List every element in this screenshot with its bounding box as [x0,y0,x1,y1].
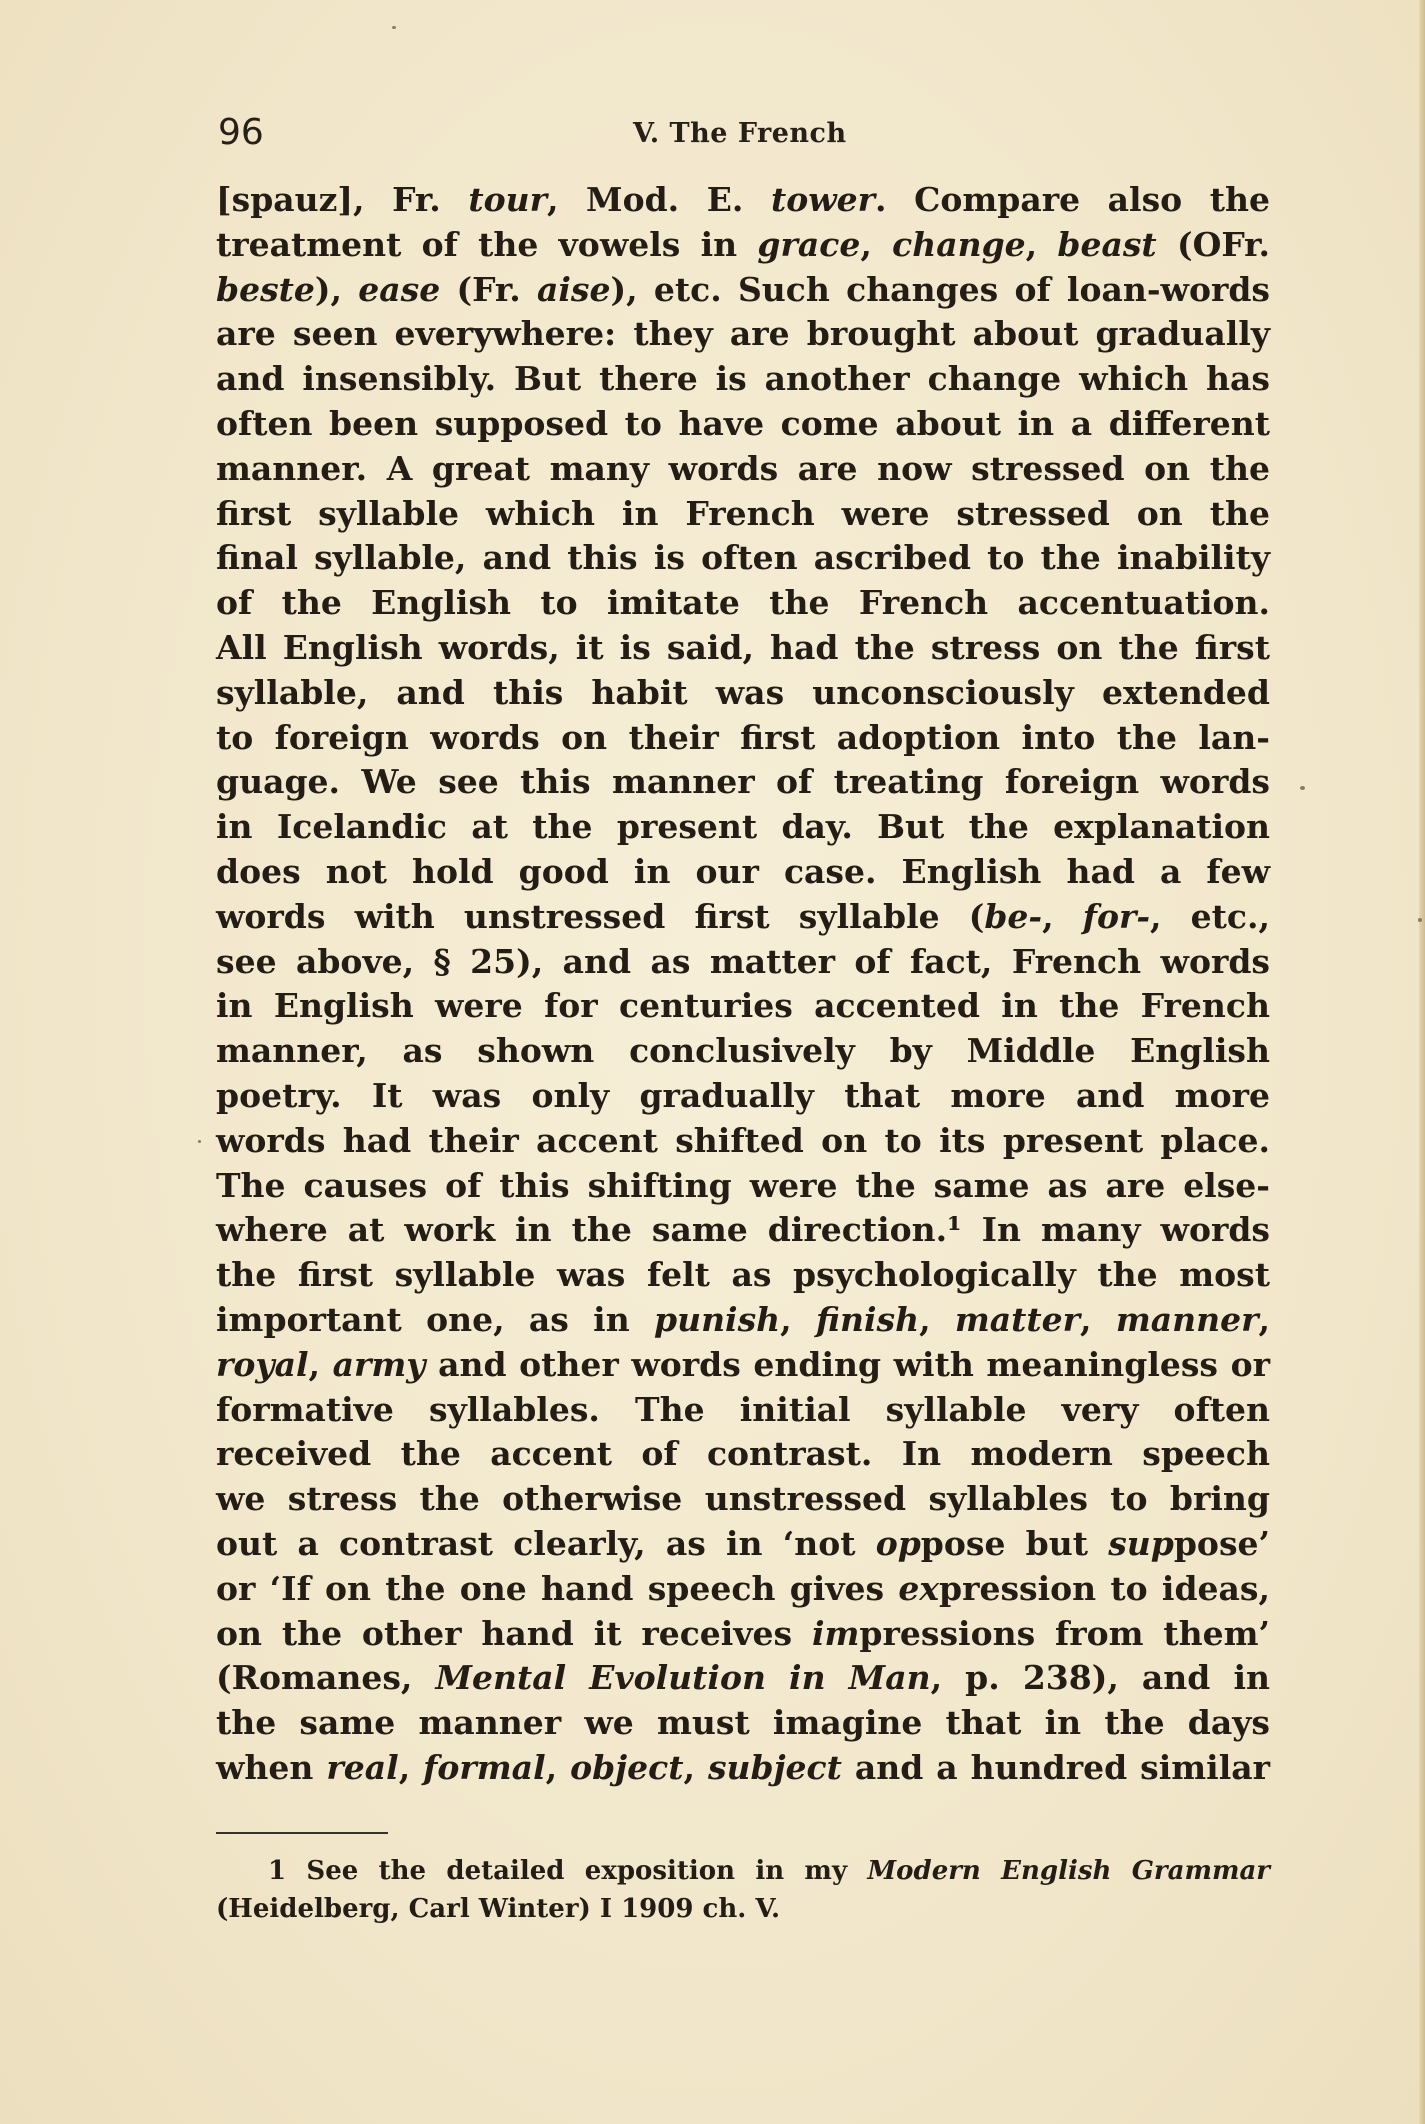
text-run: ), etc. Such changes of loan-words [610,269,1270,309]
italic-text: royal [216,1344,309,1384]
text-run: words had their accent shifted on to its present place. [216,1120,1270,1160]
text-run: in Icelandic at the present day. But the explanation [216,807,1270,847]
text-run: , etc., [1150,896,1270,936]
text-run: , [1025,224,1058,264]
page-number: 96 [218,112,264,153]
italic-text: grace [757,224,861,264]
text-line [216,1164,1270,1209]
text-line [216,1477,1270,1522]
text-run: in English were for centuries accented in the French [216,986,1270,1026]
footnote-rule [216,1832,388,1834]
text-run: , [1042,896,1083,936]
text-line [216,581,1270,626]
text-line [216,223,1270,268]
text-run: and insensibly. But there is another change which has [216,359,1270,399]
text-line [216,626,1270,671]
italic-text: Mental Evolution in Man [435,1658,931,1698]
italic-text: matter [954,1299,1081,1339]
italic-text: manner [1115,1299,1259,1339]
text-run: first syllable which in French were stressed on the [216,493,1270,533]
italic-text: tower [770,180,875,219]
footnote [216,1852,1270,1928]
italic-text: im [811,1613,860,1653]
text-run: , p. 238), and in [930,1658,1270,1698]
text-run: , [683,1747,708,1787]
text-run: 1 See the detailed exposition in my [268,1856,868,1886]
text-run: pression to ideas, [939,1568,1270,1608]
text-line [216,760,1270,805]
text-run: (OFr. [1156,224,1271,264]
italic-text: be- [984,896,1043,936]
text-run: on the other hand it receives [216,1613,812,1653]
italic-text: change [892,224,1026,264]
italic-text: object [570,1747,684,1787]
text-run: of the English to imitate the French accentuation. [216,583,1270,623]
text-run: and a hundred similar [841,1747,1271,1787]
text-run: . Compare also the [875,180,1270,219]
text-line [216,671,1270,716]
text-run: guage. We see this manner of treating foreign words [216,762,1270,802]
text-run: , Mod. E. [546,180,771,219]
text-line [216,492,1270,537]
text-run: pose’ [1173,1523,1271,1563]
text-run: where at work in the same direction.¹ In many words [216,1210,1270,1250]
italic-text: tour [468,180,547,219]
text-line [216,1343,1270,1388]
text-line [216,1119,1270,1164]
text-line [216,1208,1270,1253]
text-line [216,716,1270,761]
text-line [216,1567,1270,1612]
text-run: , [308,1344,333,1384]
text-line [216,1746,1270,1791]
text-run: to foreign words on their first adoption into the lan- [216,717,1270,757]
italic-text: for- [1082,896,1151,936]
italic-text: aise [537,269,611,309]
text-run: formative syllables. The initial syllable very often [216,1389,1270,1429]
italic-text: real [326,1747,399,1787]
italic-text: subject [707,1747,842,1787]
italic-text: finish [815,1299,920,1339]
text-line [216,1656,1270,1701]
body-text [216,178,1270,1791]
text-line [216,1432,1270,1477]
text-line [216,1701,1270,1746]
italic-text: army [332,1344,426,1384]
text-run: ), [314,269,359,309]
paper-speck [1300,786,1305,790]
text-run: words with unstressed first syllable ( [216,896,985,936]
italic-text: beste [216,269,315,309]
text-line [216,447,1270,492]
text-line [216,1388,1270,1433]
text-run: the first syllable was felt as psychologically the most [216,1255,1270,1295]
text-line [216,1074,1270,1119]
text-run: syllable, and this habit was unconsciously extended [216,672,1270,712]
text-line [216,1253,1270,1298]
text-run: (Romanes, [216,1658,436,1698]
text-run: manner, as shown conclusively by Middle English [216,1031,1270,1071]
text-line [216,1298,1270,1343]
text-run: , [780,1299,816,1339]
italic-text: formal [423,1747,546,1787]
text-run: [spauz], Fr. [216,180,469,219]
text-run: All English words, it is said, had the stress on the first [216,627,1270,667]
text-line [216,536,1270,581]
text-run: or ‘If on the one hand speech gives [216,1568,899,1608]
paper-speck [392,26,396,29]
text-line [216,402,1270,447]
footnote-line [216,1890,1270,1928]
running-head: V. The French [633,118,847,149]
text-run: received the accent of contrast. In modern speech [216,1434,1270,1474]
text-line [216,984,1270,1029]
text-run: are seen everywhere: they are brought about gradually [216,314,1270,354]
text-line [216,1029,1270,1074]
text-run: (Heidelberg, Carl Winter) I 1909 ch. V. [216,1894,781,1924]
italic-text: ease [358,269,441,309]
page-edge [1419,0,1425,2124]
text-run: , [860,224,893,264]
italic-text: op [875,1523,921,1563]
paper-speck [198,1140,201,1143]
text-line [216,805,1270,850]
italic-text: sup [1108,1523,1174,1563]
italic-text: punish [654,1299,781,1339]
page-header [216,112,1270,160]
text-run: manner. A great many words are now stressed on the [216,448,1270,488]
text-run: does not hold good in our case. English had a few [216,851,1270,891]
text-run: see above, § 25), and as matter of fact, French words [216,941,1270,981]
italic-text: beast [1057,224,1157,264]
text-run: , [545,1747,571,1787]
text-line [216,850,1270,895]
text-run: , [919,1299,955,1339]
text-run: final syllable, and this is often ascribed to the inability [216,538,1270,578]
text-line [216,178,1270,223]
text-run: , [398,1747,424,1787]
text-run: poetry. It was only gradually that more and more [216,1075,1270,1115]
text-line [216,312,1270,357]
text-line [216,1522,1270,1567]
italic-text: ex [898,1568,940,1608]
text-run: important one, as in [216,1299,654,1339]
italic-text: Modern English Grammar [867,1856,1271,1886]
text-run: when [216,1747,327,1787]
text-run: The causes of this shifting were the same as are else- [216,1165,1270,1205]
text-line [216,940,1270,985]
text-line [216,357,1270,402]
text-line [216,268,1270,313]
text-run: often been supposed to have come about in a different [216,403,1270,443]
text-run: , [1258,1299,1270,1339]
paper-speck [1418,918,1422,922]
text-run: and other words ending with meaningless or [425,1344,1270,1384]
text-run: out a contrast clearly, as in ‘not [216,1523,876,1563]
text-run: (Fr. [440,269,538,309]
text-run: treatment of the vowels in [216,224,758,264]
text-run: pose but [920,1523,1109,1563]
text-run: , [1080,1299,1116,1339]
footnote-line [216,1852,1270,1890]
text-line [216,895,1270,940]
text-run: pressions from them’ [859,1613,1271,1653]
text-run: we stress the otherwise unstressed syllables to bring [216,1479,1270,1519]
text-run: the same manner we must imagine that in the days [216,1703,1270,1743]
text-line [216,1612,1270,1657]
